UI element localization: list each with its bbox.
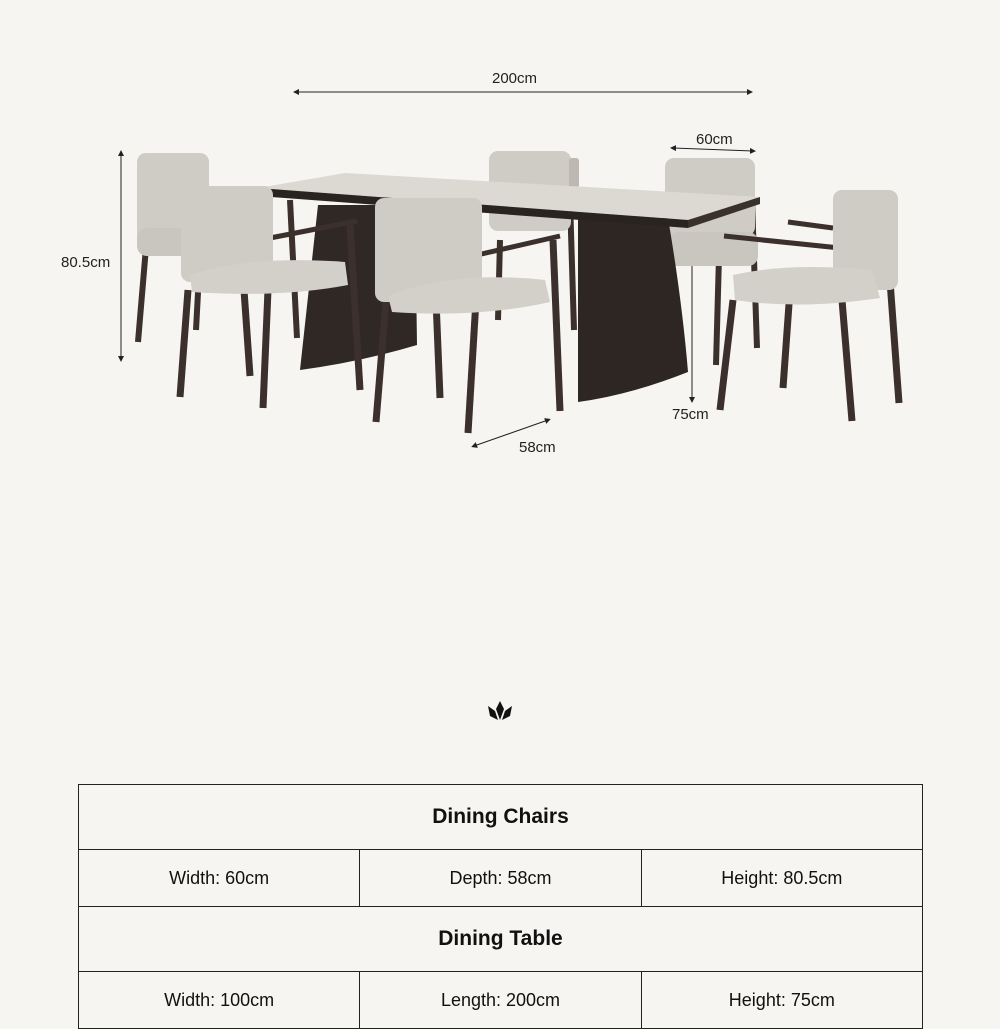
table-width-cell: Width: 100cm	[79, 972, 360, 1029]
table-row	[79, 972, 923, 1029]
dining-chairs-heading: Dining Chairs	[79, 785, 923, 850]
table-height-cell: Height: 75cm	[641, 972, 922, 1029]
lotus-icon	[486, 700, 514, 722]
chair-depth-label: 58cm	[519, 439, 556, 456]
chair-width-dimension-line	[673, 148, 753, 151]
table-leg-right	[578, 218, 688, 402]
chair-depth-cell: Depth: 58cm	[360, 850, 641, 907]
chair-height-label: 80.5cm	[61, 254, 111, 271]
product-illustration	[0, 0, 1000, 480]
table-length-label: 200cm	[492, 70, 538, 87]
table-height-label: 75cm	[672, 406, 709, 423]
dining-table-heading: Dining Table	[79, 907, 923, 972]
table-row	[79, 785, 923, 850]
chair-width-label: 60cm	[696, 131, 733, 148]
table-row	[79, 850, 923, 907]
chair-height-cell: Height: 80.5cm	[641, 850, 922, 907]
chair-width-cell: Width: 60cm	[79, 850, 360, 907]
table-length-cell: Length: 200cm	[360, 972, 641, 1029]
table-row	[79, 907, 923, 972]
specifications-table	[78, 784, 923, 1029]
